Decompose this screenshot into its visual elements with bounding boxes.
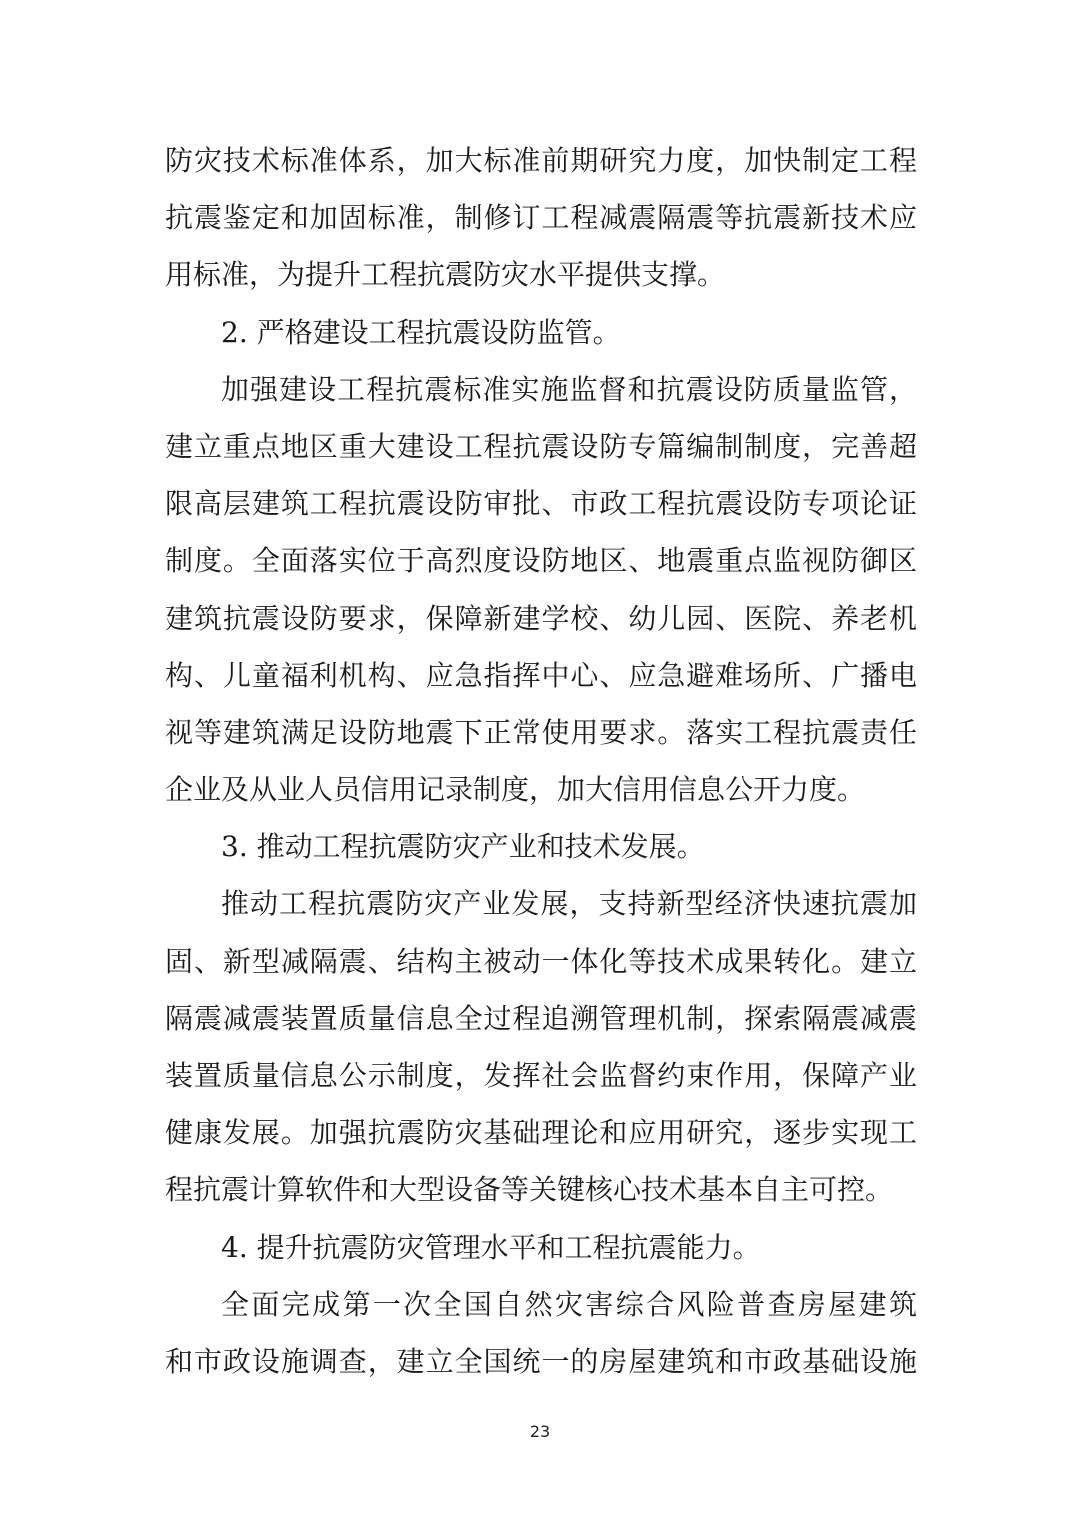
text-line: 防灾技术标准体系，加大标准前期研究力度，加快制定工程 (165, 144, 917, 177)
text-line: 程抗震计算软件和大型设备等关键核心技术基本自主可控。 (165, 1173, 894, 1207)
document-body-text (165, 132, 917, 1390)
text-line: 构、儿童福利机构、应急指挥中心、应急避难场所、广播电 (165, 658, 917, 692)
text-line: 健康发展。加强抗震防灾基础理论和应用研究，逐步实现工 (165, 1116, 917, 1150)
page-number: 23 (529, 1422, 551, 1441)
text-line: 加强建设工程抗震标准实施监督和抗震设防质量监管， (221, 372, 917, 406)
text-line: 隔震减震装置质量信息全过程追溯管理机制，探索隔震减震 (165, 1001, 917, 1035)
text-line: 4. 提升抗震防灾管理水平和工程抗震能力。 (221, 1230, 761, 1264)
text-line: 用标准，为提升工程抗震防灾水平提供支撑。 (165, 258, 726, 292)
text-line: 视等建筑满足设防地震下正常使用要求。落实工程抗震责任 (165, 715, 917, 749)
text-line: 建筑抗震设防要求，保障新建学校、幼儿园、医院、养老机 (165, 601, 917, 635)
text-line: 建立重点地区重大建设工程抗震设防专篇编制制度，完善超 (165, 429, 917, 463)
text-line: 全面完成第一次全国自然灾害综合风险普查房屋建筑 (221, 1287, 917, 1321)
text-line: 3. 推动工程抗震防灾产业和技术发展。 (221, 830, 705, 864)
text-line: 限高层建筑工程抗震设防审批、市政工程抗震设防专项论证 (165, 487, 917, 521)
text-line: 抗震鉴定和加固标准，制修订工程减震隔震等抗震新技术应 (165, 201, 917, 235)
text-line: 企业及从业人员信用记录制度，加大信用信息公开力度。 (165, 773, 866, 807)
text-line: 2. 严格建设工程抗震设防监管。 (221, 315, 621, 349)
text-line: 推动工程抗震防灾产业发展，支持新型经济快速抗震加 (221, 887, 917, 921)
text-line: 制度。全面落实位于高烈度设防地区、地震重点监视防御区 (165, 544, 917, 578)
text-line: 和市政设施调查，建立全国统一的房屋建筑和市政基础设施 (165, 1344, 917, 1378)
text-line: 装置质量信息公示制度，发挥社会监督约束作用，保障产业 (165, 1059, 917, 1092)
text-line: 固、新型减隔震、结构主被动一体化等技术成果转化。建立 (165, 944, 917, 978)
